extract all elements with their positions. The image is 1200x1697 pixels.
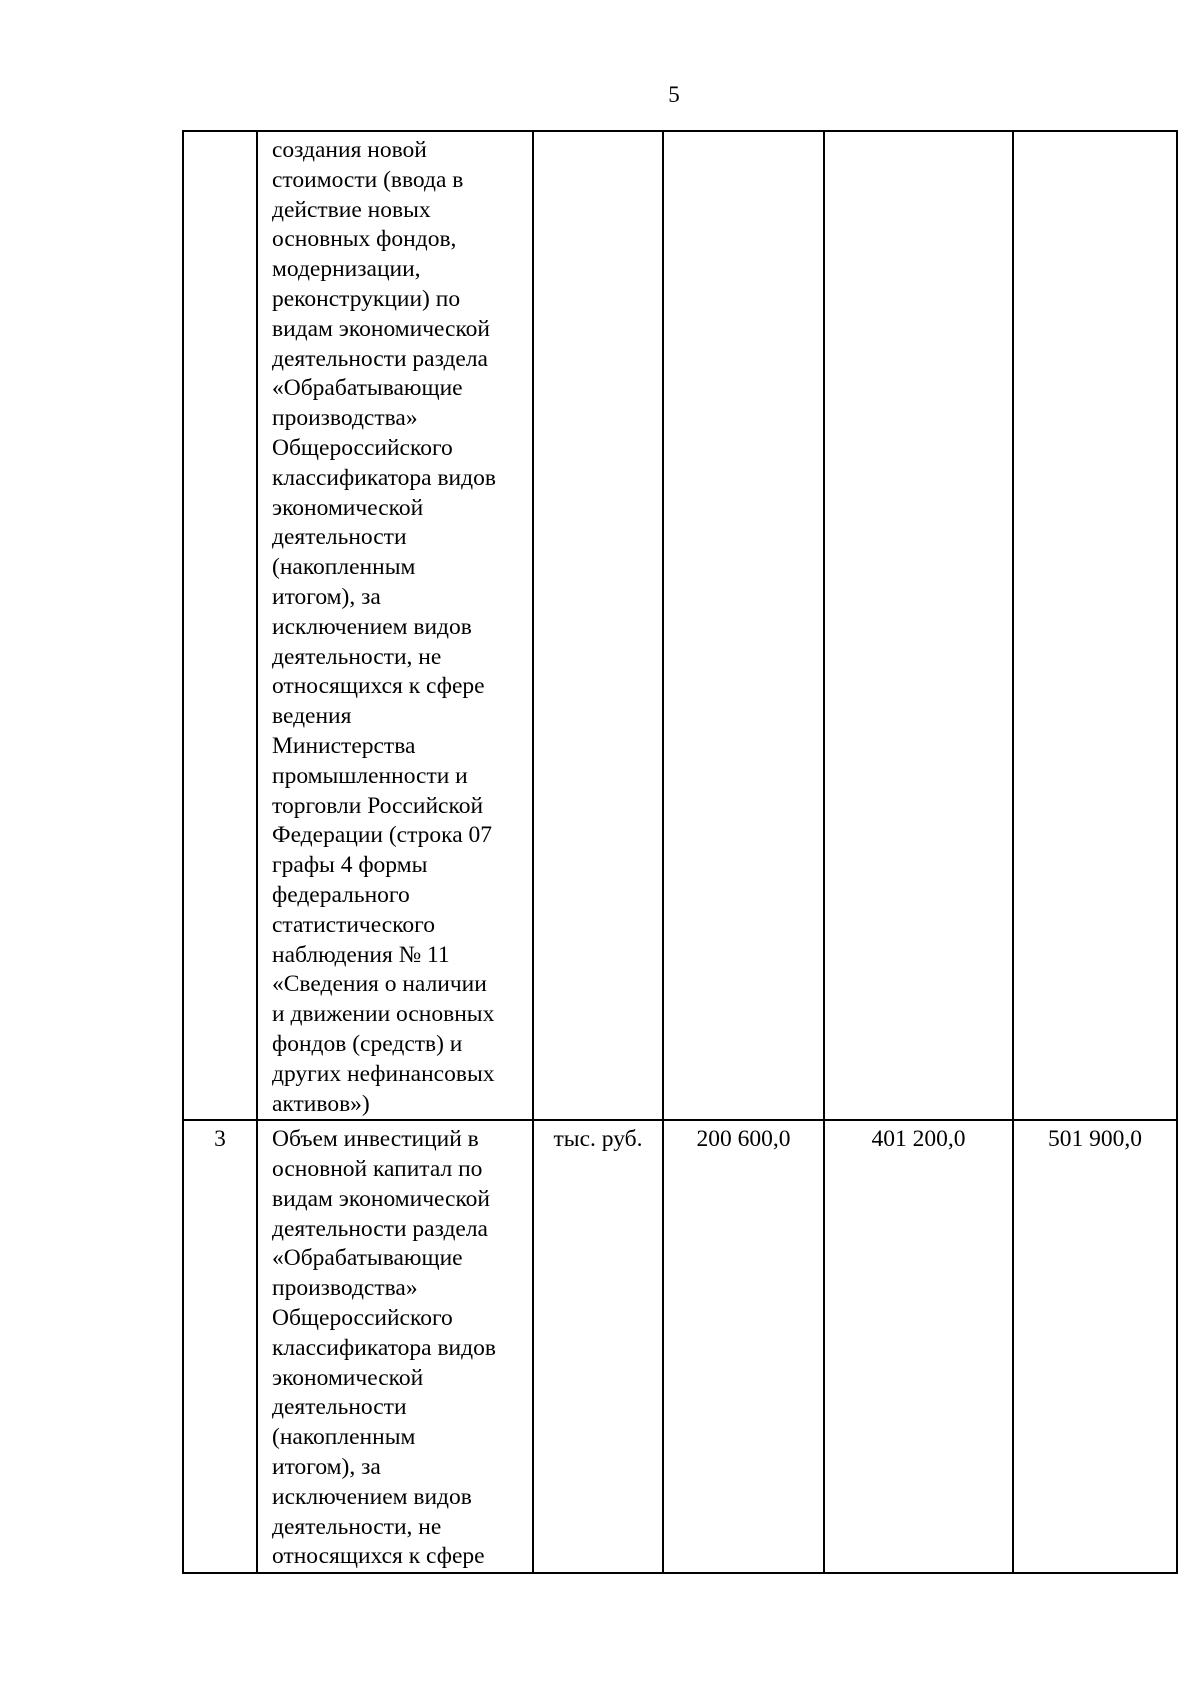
value-3 — [1014, 132, 1176, 136]
table-row — [183, 1120, 1177, 1573]
indicator-table — [182, 130, 1178, 1574]
row-number-cell — [183, 1120, 257, 1573]
value-3: 501 900,0 — [1048, 1126, 1142, 1153]
name-line: (накопленным — [272, 1424, 416, 1451]
name-line: деятельности раздела — [272, 345, 488, 372]
name-line: «Обрабатывающие — [272, 375, 463, 402]
name-line: деятельности — [272, 524, 407, 551]
name-line: производства» — [272, 1275, 418, 1302]
name-line: модернизации, — [272, 256, 421, 283]
name-line: видам экономической — [272, 315, 491, 342]
name-line: промышленности и — [272, 762, 468, 789]
name-line: основной капитал по — [272, 1156, 483, 1183]
value-3-cell — [1013, 131, 1177, 1120]
name-line: ведения — [272, 703, 352, 730]
name-line: Федерации (строка 07 — [272, 822, 493, 849]
name-line: наблюдения № 11 — [272, 941, 450, 968]
value-2-cell — [824, 1120, 1013, 1573]
name-line: видам экономической — [272, 1185, 491, 1212]
name-line: графы 4 формы — [272, 852, 428, 879]
indicator-name — [258, 1121, 532, 1572]
value-1 — [664, 132, 823, 136]
name-line: фондов (средств) и — [272, 1030, 463, 1057]
row-number: 3 — [214, 1126, 226, 1153]
row-number-cell — [183, 131, 257, 1120]
name-line: экономической — [272, 1364, 424, 1391]
name-line: активов») — [272, 1090, 370, 1117]
unit: тыс. руб. — [553, 1126, 643, 1153]
name-line: итогом), за — [272, 583, 381, 610]
name-line: Министерства — [272, 732, 416, 759]
name-line: стоимости (ввода в — [272, 166, 464, 193]
unit-cell — [533, 131, 663, 1120]
name-line: деятельности раздела — [272, 1215, 488, 1242]
value-1-cell — [663, 131, 824, 1120]
name-line: относящихся к сфере — [272, 1543, 485, 1570]
name-line: действие новых — [272, 196, 431, 223]
page-number: 5 — [668, 82, 680, 107]
name-line: деятельности, не — [272, 1513, 442, 1540]
name-line: (накопленным — [272, 554, 416, 581]
name-line: производства» — [272, 405, 418, 432]
value-1-cell — [663, 1120, 824, 1573]
name-line: Общероссийского — [272, 1305, 453, 1332]
name-line: федерального — [272, 881, 410, 908]
name-line: деятельности — [272, 1394, 407, 1421]
name-line: реконструкции) по — [272, 285, 461, 312]
name-line: экономической — [272, 494, 424, 521]
table-row — [183, 131, 1177, 1120]
name-line: и движении основных — [272, 1001, 495, 1028]
value-3-cell — [1013, 1120, 1177, 1573]
name-line: относящихся к сфере — [272, 673, 485, 700]
name-line: деятельности, не — [272, 643, 442, 670]
name-line: «Обрабатывающие — [272, 1245, 463, 1272]
value-2-cell — [824, 131, 1013, 1120]
name-line: создания новой — [272, 137, 427, 163]
name-line: основных фондов, — [272, 226, 457, 253]
indicator-name-cell — [257, 131, 533, 1120]
name-line: итогом), за — [272, 1454, 381, 1481]
name-line: классификатора видов — [272, 1334, 496, 1361]
name-line: Общероссийского — [272, 434, 453, 461]
name-line: других нефинансовых — [272, 1060, 495, 1087]
name-line: торговли Российской — [272, 792, 484, 819]
name-line: «Сведения о наличии — [272, 971, 487, 998]
name-line: исключением видов — [272, 613, 472, 640]
name-line: статистического — [272, 911, 435, 938]
value-2: 401 200,0 — [871, 1126, 966, 1153]
unit — [534, 132, 662, 136]
row-number — [184, 132, 256, 136]
name-line: классификатора видов — [272, 464, 496, 491]
value-1: 200 600,0 — [696, 1126, 791, 1153]
indicator-name-cell — [257, 1120, 533, 1573]
name-line: исключением видов — [272, 1483, 472, 1510]
unit-cell — [533, 1120, 663, 1573]
value-2 — [825, 132, 1012, 136]
indicator-name — [258, 132, 532, 1119]
name-line: Объем инвестиций в — [272, 1126, 479, 1153]
